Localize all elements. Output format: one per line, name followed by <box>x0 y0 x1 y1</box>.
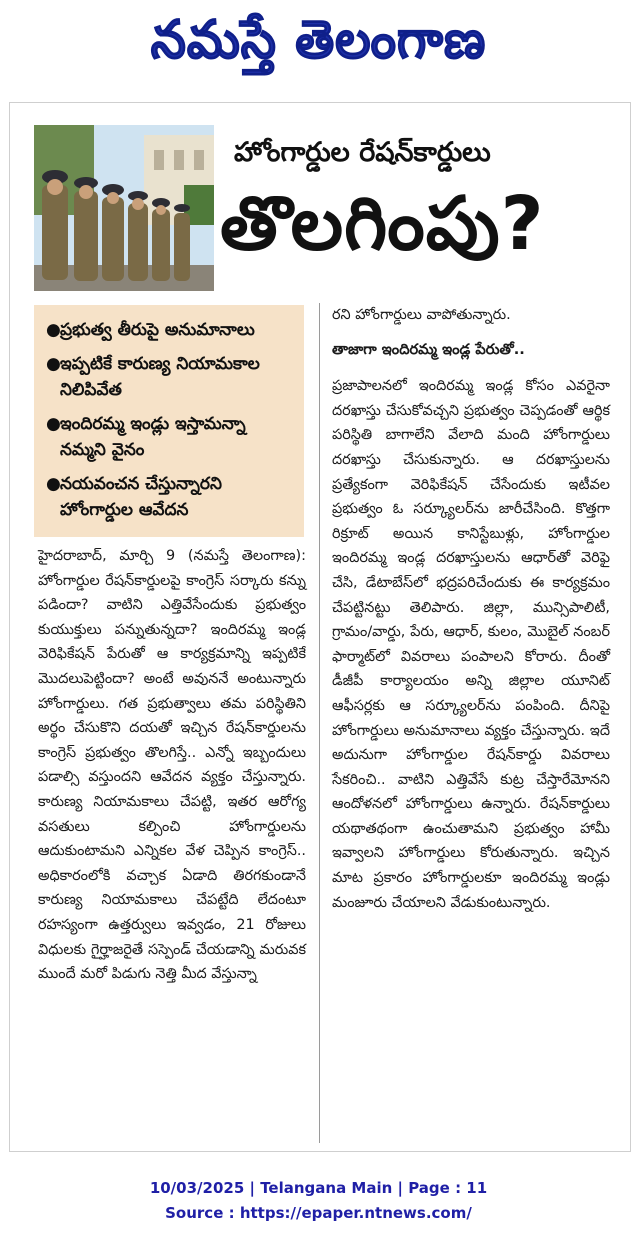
bullet-icon: ● <box>46 414 61 434</box>
masthead <box>0 0 637 92</box>
body-continuation: రని హోంగార్డులు వాపోతున్నారు. <box>332 307 511 323</box>
home-guards-photo <box>34 125 214 291</box>
body-column-left: హైదరాబాద్, మార్చి 9 (నమస్తే తెలంగాణ): హోంగార్డుల రేషన్‌కార్డులపై కాంగ్రెస్ సర్కారు కన్ను పడిందా? వాటిని ఎత్తివేసేందుకు ప్రభుత్వం కుయుక్తులు పన్నుతున్నదా? ఇందిరమ్మ ఇండ్ల వెరిఫికేషన్ పేరుతో ఆ కార్యక్రమాన్ని ఇప్పటికే మొదలుపెట్టిందా? అంటే అవుననే అంటున్నారు హోంగార్డులు. గత ప్రభుత్వాలు తమ పరిస్థితిని అర్థం చేసుకొని దయతో ఇచ్చిన రేషన్‌కార్డులను కాంగ్రెస్ ప్రభుత్వం తొలగిస్తే.. ఎన్నో ఇబ్బందులు పడాల్సి వస్తుందని ఆవేదన వ్యక్తం చేస్తున్నారు. కారుణ్య నియామకాలు చేపట్టి, ఇతర ఆరోగ్య వసతులు కల్పించి హోంగార్డులను ఆదుకుంటామని ఎన్నికల వేళ చెప్పిన కాంగ్రెస్.. అధికారంలోకి వచ్చాక ఏడాది తిరగకుండానే కారుణ్య నియామకాలు చేపట్టేది లేదంటూ రహస్యంగా ఉత్తర్వులు ఇవ్వడం, 21 రోజులు విధులకు గైర్హాజరైతే సస్పెండ్ చేయడాన్ని మరువక ముందే మరో పిడుగు నెత్తి మీద వేస్తున్నా <box>38 548 306 983</box>
bullet-icon: ● <box>46 320 61 340</box>
body-right-text: ప్రజాపాలనలో ఇందిరమ్మ ఇండ్ల కోసం ఎవరైనా దరఖాస్తు చేసుకోవచ్చని ప్రభుత్వం చెప్పడంతో ఆర్థిక పరిస్థితి బాగాలేని వేలాది మంది హోంగార్డులు దరఖాస్తు చేసుకున్నారు. ఆ దరఖాస్తులను ప్రత్యేకంగా వెరిఫికేషన్ చేసేందుకు ఇటీవల ప్రభుత్వం ఓ సర్క్యూలర్‌ను జారీచేసింది. కొత్తగా రిక్రూట్ అయిన కానిస్టేబుళ్లు, హోంగార్డుల ఇందిరమ్మ ఇండ్ల దరఖాస్తులను ఆధార్‌తో వెరిఫై చేసి, డేటాబేస్‌లో భద్రపరిచేందుకు ఈ కార్యక్రమం చేపట్టినట్టు తెలిపారు. జిల్లా, మున్సిపాలిటీ, గ్రామం/వార్డు, పేరు, ఆధార్, కులం, మొబైల్ నంబర్ ఫార్మాట్‌లో వివరాలు పంపాలని కోరారు. దీంతో డీజీపీ కార్యాలయం అన్ని జిల్లాల యూనిట్ ఆఫీసర్లకు ఆ సర్క్యూలర్‌ను పంపింది. దీనిపై హోంగార్డులు అనుమానాలు వ్యక్తం చేస్తున్నారు. ఇదే అదునుగా హోంగార్డుల రేషన్‌కార్డు వివరాలు సేకరించి.. వాటిని ఎత్తివేసే కుట్ర చేస్తారేమోనని ఆందోళనలో హోంగార్డులు ఉన్నారు. రేషన్‌కార్డులు యథాతథంగా ఉంచుతామని ప్రభుత్వం హామీ ఇవ్వాలని హోంగార్డులు కోరుతున్నారు. ఇచ్చిన మాట ప్రకారం హోంగార్డులకూ ఇందిరమ్మ ఇండ్లు మంజూరు చేయాలని వేడుకుంటున్నారు. <box>332 378 610 911</box>
headline-main: తొలగింపు? <box>220 181 545 267</box>
footer-date-page: 10/03/2025 | Telangana Main | Page : 11 <box>149 1179 488 1197</box>
footer <box>0 1176 637 1226</box>
headline-kicker: హోంగార్డుల రేషన్‌కార్డులు <box>234 137 491 168</box>
highlights-box <box>34 305 304 537</box>
article-photo <box>34 125 214 291</box>
highlight-text: ఇందిరమ్మ ఇండ్లు ఇస్తామన్నా నమ్మని వైనం <box>60 414 246 460</box>
bullet-icon: ● <box>46 354 61 374</box>
body-column-right <box>332 303 610 915</box>
subheading: తాజాగా ఇందిరమ్మ ఇండ్ల పేరుతో.. <box>332 340 525 358</box>
highlight-text: నయవంచన చేస్తున్నారని హోంగార్డుల ఆవేదన <box>60 474 222 520</box>
masthead-title: నమస్తే తెలంగాణ <box>150 8 487 70</box>
article-clipping <box>9 102 631 1152</box>
column-divider <box>319 303 320 1143</box>
highlight-item <box>46 411 296 463</box>
bullet-icon: ● <box>46 474 61 494</box>
footer-source-link[interactable]: Source : https://epaper.ntnews.com/ <box>165 1204 472 1222</box>
highlight-item <box>46 351 296 403</box>
highlight-item <box>46 317 296 343</box>
highlight-item <box>46 471 296 523</box>
highlight-text: ఇప్పటికే కారుణ్య నియామకాల నిలిపివేత <box>60 354 260 400</box>
highlight-text: ప్రభుత్వ తీరుపై అనుమానాలు <box>60 320 255 340</box>
